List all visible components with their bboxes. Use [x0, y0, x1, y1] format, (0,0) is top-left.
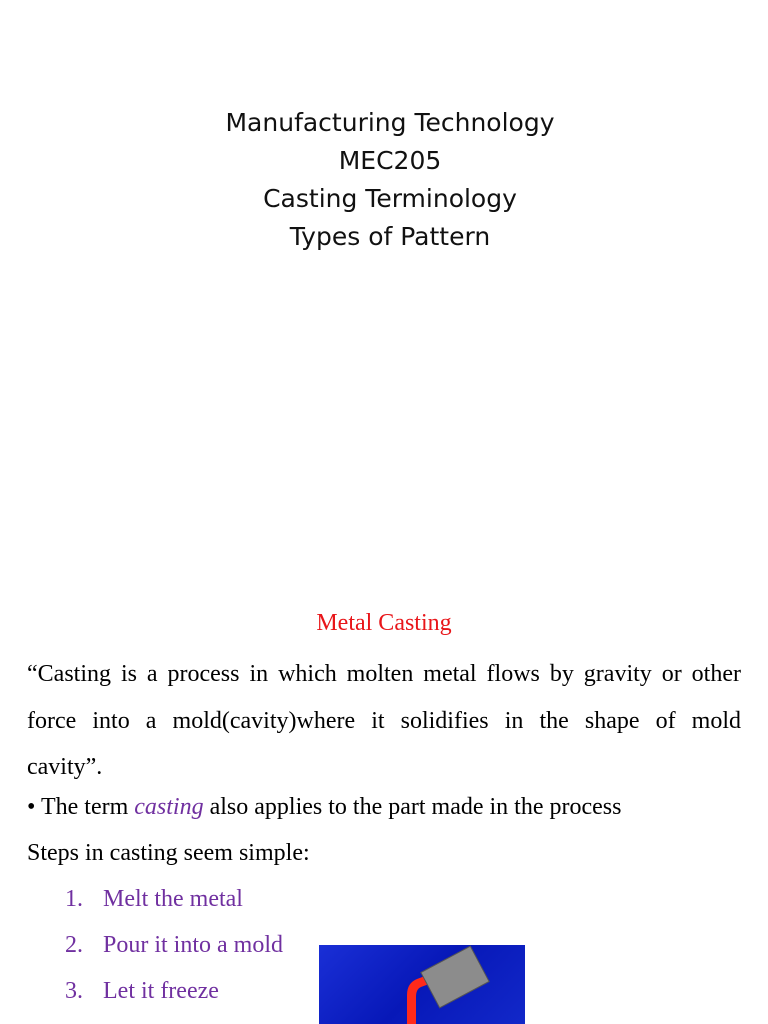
slide-heading: Metal Casting [316, 610, 452, 636]
step-number: 1. [65, 886, 83, 912]
definition-line: “Casting is a process in which molten metal flows by gravity or other [27, 661, 741, 687]
step-text: Pour it into a mold [103, 932, 283, 958]
list-item [65, 932, 283, 978]
subtopic-title: Types of Pattern [289, 222, 491, 251]
ladle-shape [421, 946, 489, 1008]
definition-paragraph [27, 651, 741, 791]
content-slide [0, 596, 768, 1024]
molten-metal-stream [407, 976, 429, 1024]
steps-list [65, 886, 283, 1024]
bullet-prefix: • The term [27, 794, 135, 820]
step-number: 3. [65, 978, 83, 1004]
bullet-emphasis: casting [134, 794, 204, 820]
pouring-illustration [319, 945, 525, 1024]
step-text: Melt the metal [103, 886, 243, 912]
list-item [65, 886, 283, 932]
step-number: 2. [65, 932, 83, 958]
definition-line: cavity”. [27, 754, 103, 780]
topic-title: Casting Terminology [263, 184, 517, 213]
course-code: MEC205 [338, 146, 442, 175]
pouring-illustration-svg [319, 945, 525, 1024]
steps-intro: Steps in casting seem simple: [27, 840, 310, 866]
step-text: Let it freeze [103, 978, 219, 1004]
title-block [0, 104, 768, 256]
list-item [65, 978, 283, 1024]
bullet-suffix: also applies to the part made in the process [203, 794, 622, 820]
course-title: Manufacturing Technology [225, 108, 555, 137]
bullet-point [27, 794, 621, 821]
definition-line: force into a mold(cavity)where it solidifies in the shape of mold [27, 707, 741, 734]
